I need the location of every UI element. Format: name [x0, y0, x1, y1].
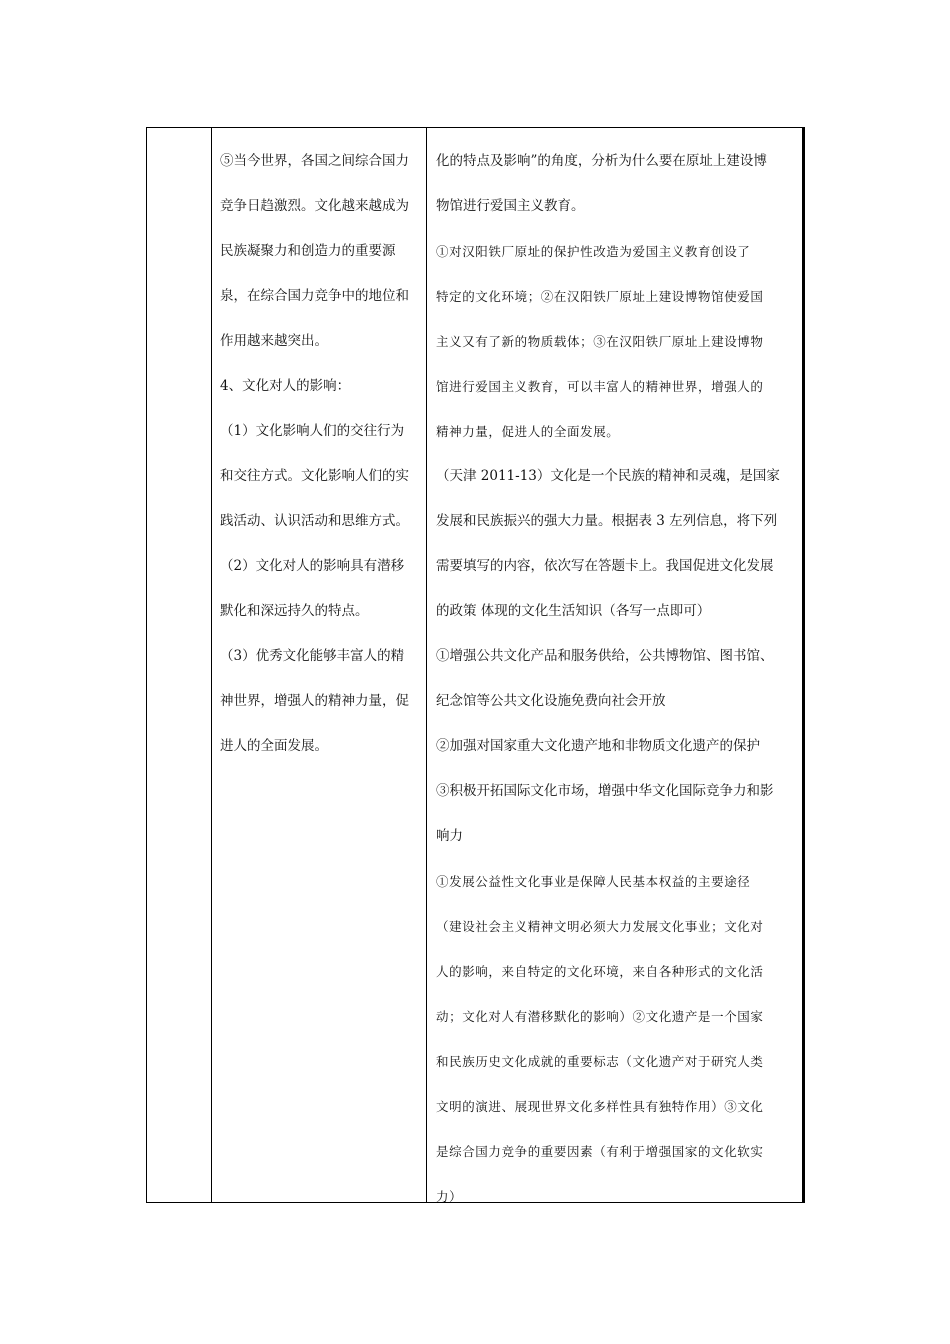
text-line: 作用越来越突出。	[220, 333, 328, 349]
text-line: 化的特点及影响”的角度，分析为什么要在原址上建设博	[436, 153, 767, 169]
text-line: 发展和民族振兴的强大力量。根据表 3 左列信息，将下列	[436, 513, 778, 529]
answer-line: ①发展公益性文化事业是保障人民基本权益的主要途径	[436, 874, 751, 889]
answer-line: ①对汉阳铁厂原址的保护性改造为爱国主义教育创设了	[436, 244, 751, 259]
content-table	[146, 127, 805, 1203]
text-line: （1）文化影响人们的交往行为	[220, 423, 405, 439]
text-line: 纪念馆等公共文化设施免费向社会开放	[436, 693, 666, 709]
text-line: 竞争日趋激烈。文化越来越成为	[220, 198, 409, 214]
text-line: 践活动、认识活动和思维方式。	[220, 513, 409, 529]
text-line: 的政策 体现的文化生活知识（各写一点即可）	[436, 603, 711, 619]
text-line: ②加强对国家重大文化遗产地和非物质文化遗产的保护	[436, 738, 760, 754]
answer-line: 和民族历史文化成就的重要标志（文化遗产对于研究人类	[436, 1054, 764, 1069]
answer-line: 馆进行爱国主义教育，可以丰富人的精神世界，增强人的	[436, 379, 764, 394]
text-line: 默化和深远持久的特点。	[220, 603, 369, 619]
text-line: 和交往方式。文化影响人们的实	[220, 468, 409, 484]
answer-line: 动；文化对人有潜移默化的影响）②文化遗产是一个国家	[436, 1009, 764, 1024]
answer-line: 精神力量，促进人的全面发展。	[436, 424, 620, 439]
text-line: 民族凝聚力和创造力的重要源	[220, 243, 396, 259]
text-line: ⑤当今世界，各国之间综合国力	[220, 153, 409, 169]
text-line: 泉，在综合国力竞争中的地位和	[220, 288, 409, 304]
answer-line: 特定的文化环境；②在汉阳铁厂原址上建设博物馆使爱国	[436, 289, 764, 304]
text-line: 4、文化对人的影响：	[220, 378, 351, 394]
text-line: 需要填写的内容，依次写在答题卡上。我国促进文化发展	[436, 558, 774, 574]
text-line: 物馆进行爱国主义教育。	[436, 198, 585, 214]
answer-line: 文明的演进、展现世界文化多样性具有独特作用）③文化	[436, 1099, 764, 1114]
text-line: （2）文化对人的影响具有潜移	[220, 558, 405, 574]
right-column	[436, 139, 796, 1219]
answer-line: 力）	[436, 1189, 463, 1204]
answer-line: （建设社会主义精神文明必须大力发展文化事业；文化对	[436, 919, 764, 934]
answer-line: 主义又有了新的物质载体；③在汉阳铁厂原址上建设博物	[436, 334, 764, 349]
text-line: （3）优秀文化能够丰富人的精	[220, 648, 405, 664]
text-line: （天津 2011-13）文化是一个民族的精神和灵魂，是国家	[436, 468, 780, 484]
column-divider-2	[426, 128, 427, 1202]
text-line: 神世界，增强人的精神力量，促	[220, 693, 409, 709]
column-divider-1	[211, 128, 212, 1202]
text-line: ③积极开拓国际文化市场，增强中华文化国际竞争力和影	[436, 783, 774, 799]
answer-line: 是综合国力竞争的重要因素（有利于增强国家的文化软实	[436, 1144, 764, 1159]
text-line: ①增强公共文化产品和服务供给，公共博物馆、图书馆、	[436, 648, 774, 664]
answer-line: 人的影响，来自特定的文化环境，来自各种形式的文化活	[436, 964, 764, 979]
text-line: 进人的全面发展。	[220, 738, 328, 754]
text-line: 响力	[436, 828, 463, 844]
middle-column	[220, 139, 425, 769]
